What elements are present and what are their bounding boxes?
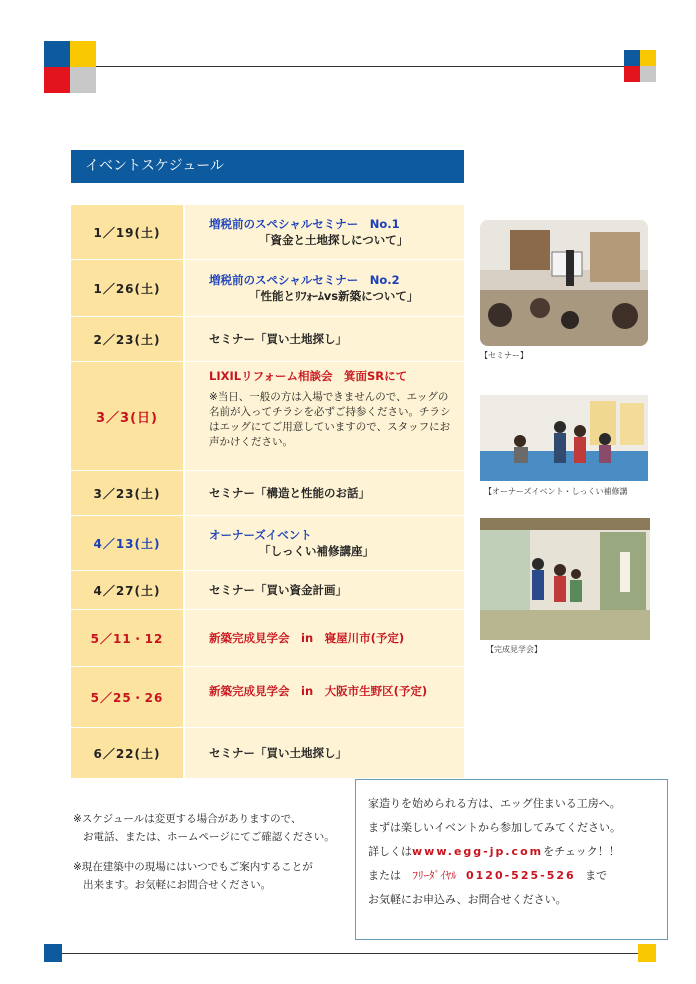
contact-text: まで <box>585 869 608 882</box>
seminar-caption: 【セミナー】 <box>480 351 528 360</box>
logo-square-red <box>44 67 70 93</box>
schedule-title: 増税前のスペシャルセミナー No.1 <box>209 217 400 231</box>
schedule-title: LIXILリフォーム相談会 箕面SRにて <box>209 369 408 383</box>
note-line: ※スケジュールは変更する場合がありますので、 <box>73 813 302 825</box>
note-line: お電話、または、ホームページにてご確認ください。 <box>83 831 335 843</box>
schedule-title: セミナー「構造と性能のお話」 <box>209 486 370 500</box>
schedule-date: 5／11・12 <box>71 610 183 666</box>
schedule-row <box>71 516 464 571</box>
schedule-title: セミナー「買い資金計画」 <box>209 583 347 597</box>
schedule-subtitle: 「しっくい補修講座」 <box>259 544 374 558</box>
schedule-row <box>71 571 464 610</box>
corner-square-red <box>624 66 640 82</box>
contact-line: まずは楽しいイベントから参加してみてください。 <box>368 821 621 834</box>
contact-text: 詳しくは <box>368 845 412 858</box>
schedule-row <box>71 471 464 516</box>
schedule-title: セミナー「買い土地探し」 <box>209 746 347 760</box>
schedule-title: 新築完成見学会 in 寝屋川市(予定) <box>209 631 405 645</box>
logo-square-blue <box>44 41 70 67</box>
schedule-date: 2／23(土) <box>71 317 183 361</box>
notes <box>73 810 335 894</box>
owners-event-caption: 【オーナーズイベント・しっくい補修講 <box>484 487 628 496</box>
corner-square-gray <box>640 66 656 82</box>
contact-text: をチェック！！ <box>543 845 620 858</box>
bottom-square-yellow <box>638 944 656 962</box>
note-line: ※現在建築中の現場にはいつでもご案内することが <box>73 861 313 873</box>
bottom-divider <box>62 953 638 954</box>
website-link[interactable]: www.egg-jp.com <box>412 845 544 858</box>
contact-line: お気軽にお申込み、お問合せください。 <box>368 893 567 906</box>
owners-event-photo <box>480 381 648 481</box>
schedule-row <box>71 260 464 317</box>
corner-square-yellow <box>640 50 656 66</box>
logo-square-gray <box>70 67 96 93</box>
open-house-caption: 【完成見学会】 <box>486 645 542 654</box>
note-line: 出来ます。お気軽にお問合せください。 <box>83 879 272 891</box>
schedule-date: 3／23(土) <box>71 471 183 515</box>
schedule-subtitle: 「資金と土地探しについて」 <box>259 233 409 247</box>
bottom-square-blue <box>44 944 62 962</box>
schedule-date: 5／25・26 <box>71 667 183 727</box>
schedule-date: 1／26(土) <box>71 260 183 316</box>
schedule-subtitle: 「性能とﾘﾌｫｰﾑvs新築について」 <box>249 289 419 303</box>
schedule-note: ※当日、一般の方は入場できませんので、エッグの名前が入ってチラシを必ずご持参ください。チラシはエッグにてご用意していますので、スタッフにお声かけください。 <box>209 391 451 448</box>
schedule-date: 6／22(土) <box>71 728 183 778</box>
schedule-row <box>71 205 464 260</box>
contact-text: または <box>368 869 401 882</box>
schedule-row <box>71 728 464 779</box>
free-dial-label: ﾌﾘｰﾀﾞｲﾔﾙ <box>412 869 457 882</box>
top-divider <box>96 66 624 67</box>
schedule-title: 増税前のスペシャルセミナー No.2 <box>209 273 400 287</box>
schedule-row <box>71 362 464 471</box>
schedule-date: 4／27(土) <box>71 571 183 609</box>
schedule-date: 3／3(日) <box>71 362 183 470</box>
seminar-photo <box>480 220 648 346</box>
schedule-title: 新築完成見学会 in 大阪市生野区(予定) <box>209 684 428 698</box>
schedule-date: 1／19(土) <box>71 205 183 259</box>
section-title: イベントスケジュール <box>71 150 464 183</box>
contact-line: 家造りを始められる方は、エッグ住まいる工房へ。 <box>368 797 621 810</box>
open-house-photo <box>480 518 650 640</box>
schedule-date: 4／13(土) <box>71 516 183 570</box>
schedule-title: オーナーズイベント <box>209 528 312 542</box>
schedule-row <box>71 610 464 667</box>
logo-square-yellow <box>70 41 96 67</box>
contact-box <box>355 779 668 940</box>
corner-square-blue <box>624 50 640 66</box>
schedule-title: セミナー「買い土地探し」 <box>209 332 347 346</box>
schedule-row <box>71 317 464 362</box>
schedule-table <box>71 205 464 779</box>
schedule-row <box>71 667 464 728</box>
phone-number[interactable]: 0120-525-526 <box>466 869 576 882</box>
